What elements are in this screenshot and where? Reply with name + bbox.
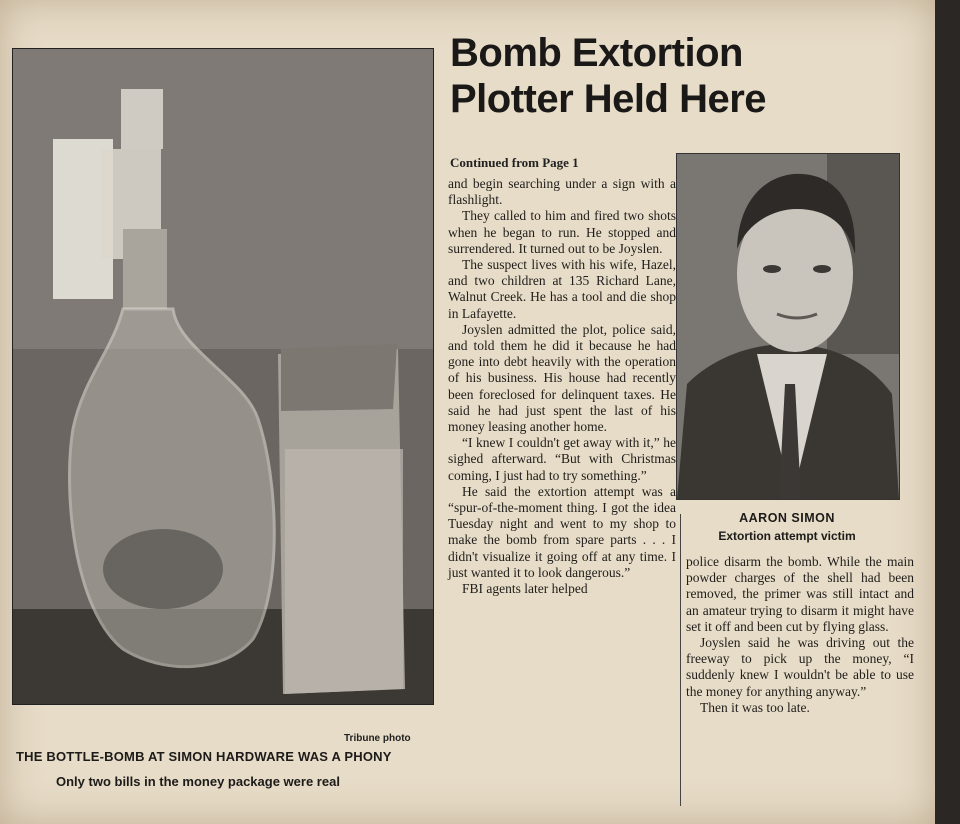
background-edge <box>935 0 960 824</box>
paragraph: police disarm the bomb. While the main powder charges of the shell had been removed, the primer was still intact and an amateur trying to disarm it might have set it off and been cut by flying glass. <box>686 554 914 634</box>
paragraph: Then it was too late. <box>700 699 810 715</box>
bottle-bomb-photo <box>12 48 434 705</box>
headline <box>450 30 880 122</box>
paragraph: He said the extortion attempt was a “spur-of-the-moment thing. I got the idea Tuesday night and went to my shop to make the bomb from spare parts . . . I didn't visualize it going off at any time. I just wanted it to look dangerous.” <box>448 483 676 580</box>
photo-credit: Tribune photo <box>344 733 411 744</box>
paragraph: and begin searching under a sign with a flashlight. <box>448 176 676 208</box>
paragraph: “I knew I couldn't get away with it,” he sighed afterward. “But with Christmas coming, I just had to try something.” <box>448 435 676 483</box>
article-column-2 <box>686 554 914 716</box>
headline-line-2: Plotter Held Here <box>450 77 767 121</box>
paragraph: Joyslen admitted the plot, police said, and told them he did it because he had gone into debt heavily with the operation of his business. His house had recently been foreclosed for delinquent taxes. He said he had just spent the last of his money leasing another home. <box>448 321 676 435</box>
column-divider <box>680 514 681 806</box>
paragraph: FBI agents later helped <box>462 581 588 597</box>
paragraph: Joyslen said he was driving out the freeway to pick up the money, “I suddenly knew I wouldn't be able to use the money for anything anyway.” <box>686 635 914 699</box>
headline-line-1: Bomb Extortion <box>450 31 743 75</box>
portrait-photo <box>676 153 900 500</box>
paragraph: The suspect lives with his wife, Hazel, and two children at 135 Richard Lane, Walnut Creek. He has a tool and die shop in Lafayette. <box>448 257 676 321</box>
portrait-name: AARON SIMON <box>739 511 835 525</box>
article-column-1 <box>448 176 676 597</box>
portrait-caption: Extortion attempt victim <box>718 529 856 543</box>
photo-caption: THE BOTTLE-BOMB AT SIMON HARDWARE WAS A PHONY <box>16 749 392 764</box>
continued-label: Continued from Page 1 <box>450 155 579 170</box>
photo-subcaption: Only two bills in the money package were real <box>56 774 340 789</box>
paragraph: They called to him and fired two shots when he began to run. He stopped and surrendered. It turned out to be Joyslen. <box>448 208 676 256</box>
